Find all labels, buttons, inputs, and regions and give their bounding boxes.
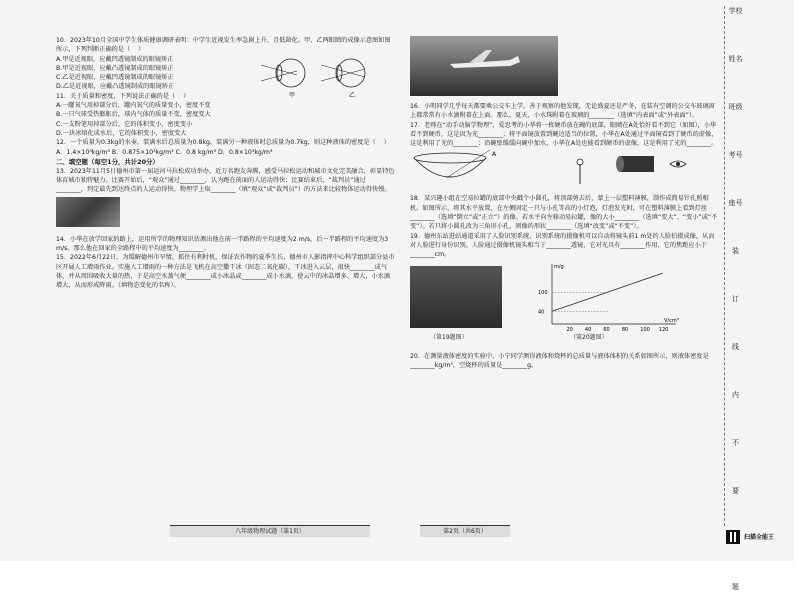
binding-label: 座号 (728, 199, 743, 207)
binding-label: 订 (732, 295, 739, 303)
q10-option-b: B.甲是近视眼，应戴凸透镜制成的眼镜矫正 (56, 64, 174, 72)
x-tick-label: 100 (640, 326, 650, 333)
eye-jia (261, 59, 305, 99)
fig10-label-yi: 乙 (349, 91, 356, 99)
binding-label: 班级 (728, 103, 743, 111)
q10-option-c: C.乙是近视眼，应戴凹透镜制成的眼镜矫正 (56, 74, 174, 82)
q11-option-b: B.一只气球受热膨胀后，球内气体的质量不变，密度变大 (56, 111, 211, 119)
binding-label: 题 (732, 583, 739, 591)
fig20-caption: （第20题图） (570, 333, 608, 341)
binding-label: 姓名 (728, 55, 743, 63)
y-axis-label: m/g (554, 263, 564, 270)
coin-bowl-diagram (410, 148, 500, 194)
marathon-photo (56, 197, 120, 227)
scanner-watermark: 扫描全能王 (744, 534, 775, 541)
x-tick-label: 80 (621, 326, 629, 333)
fig10-label-jia: 甲 (289, 91, 296, 99)
question-13: 13．2023年11月5日德州市第一届运河马拉松成功举办，近万名跑友奔腾，感受马拉松运动和城市文化完美融合，彰显特色体育城市独特魅力。比赛开始后，“观众”通过________，认为跑在前面的人运动得快；比赛结束后，“裁判员”通过________，判定最先到达终点的人运动得快。物理学上取________（填“观众”或“裁判员”）的方法来比较物体运动得快慢。 (56, 167, 395, 194)
section-2-heading: 二、填空题（每空1分，共计20分） (56, 157, 159, 166)
x-tick-label: 40 (584, 326, 592, 333)
binding-label: 不 (732, 439, 739, 447)
x-tick-label: 120 (658, 326, 669, 333)
q10-option-d: D.乙是近视眼，应戴凸透镜制成的眼镜矫正 (56, 83, 175, 91)
fig19-caption: （第19题图） (430, 333, 468, 341)
question-16: 16．小明同学几乎每天都要乘公交车上学，善于观察的他发现，无论盛夏还是严冬，在装有空调的公交车玻璃窗上都常常有小水滴附着在上面。那么，夏天，小水珠附着在玻璃的________（选填“内表面”或“外表面”）。 (410, 103, 715, 120)
question-11: 11．关于质量和密度，下列说法正确的是（ ） (56, 92, 190, 100)
q12-options: A．1.4×10³kg/m³ B．0.875×10³kg/m³ C．0.8 kg/m³ D．0.8×10³kg/m³ (56, 148, 273, 156)
binding-label: 内 (732, 391, 739, 399)
eye-yi (321, 59, 365, 99)
binding-label: 线 (732, 343, 739, 351)
question-10: 10．2023年10月全国中学生体质健康调研表明：中学生近视发生率急剧上升，且低龄化。甲、乙两眼睛的成像示意图如图所示，下列判断正确的是（ ） (56, 37, 391, 54)
question-17: 17．老师在“动手动脑学物理”，爱思考的小华将一枚硬币放在碗的底部，眼睛在A处恰好看不到它（如图），小华看不到硬币，这是因为光________；将平面镜放置到碗边适当的位置，小华在A处通过平面镜看到了硬币的虚像，这是利用了光的________；沿碗壁缓缓向碗中加水，小华在A处也能看到硬币的虚像，这是利用了光的________。 (410, 121, 718, 148)
question-12: 12．一个质量为0.3kg的水壶，装满水后总质量为0.8kg，装满另一种液体时总质量为0.7kg，则这种液体的密度是（ ） (56, 139, 390, 147)
footer-left: 八年级物理试题（第1页） (170, 525, 370, 537)
binding-label: 考号 (728, 151, 743, 159)
airplane-icon (410, 36, 558, 96)
mass-volume-chart (530, 262, 680, 334)
y-tick-label: 100 (538, 289, 548, 296)
q11-option-d: D.一块冰熔化成水后，它的体积变小，密度变大 (56, 129, 187, 137)
right-page (410, 36, 720, 516)
left-page (56, 36, 396, 516)
fig17-label-a: A (492, 151, 497, 159)
question-19: 19．德州东站进站通道采用了人脸识别系统，识别系统的摄像机可以自动将镜头前1 m处的人脸拍摄成像，从而对人脸进行身份识别。人脸通过摄像机镜头相当于________透镜，它对光具有________作用，它的焦距应小于________cm。 (410, 232, 715, 259)
y-tick-label: 40 (538, 308, 545, 315)
eye-diagram (261, 51, 381, 99)
q10-option-a: A.甲是近视眼，应戴凹透镜制成的眼镜矫正 (56, 55, 174, 63)
footer-right: 第2页（共6页） (420, 525, 510, 537)
question-20: 20．在测量液体密度的实验中，小宁同学测得液体和烧杯的总质量与液体体积的关系如图所示，则液体密度是________kg/m³，空烧杯的质量是________g。 (410, 352, 709, 369)
binding-label: 学校 (728, 7, 743, 15)
question-15: 15．2022年6月22日，为缓解德州市旱情，抓住有利时机，保证农作物的夏季生长，德州市人影指挥中心科学组织部分县市区开展人工增雨作业。实施人工增雨的一种方法是飞机在高空撒干冰（固态二氧化碳），干冰进入云层，很快________成气体，并从周围吸收大量的热，于是高空水蒸气便________成小冰晶或________成小水滴，使云中的冰晶增多、增大，小水滴增大，从而形成降雨。（填物态变化的名称）。 (56, 254, 395, 290)
question-14: 14．小华在放学回家的路上，运用所学的物理知识估测出他在前一半路程的平均速度为2 m/s，后一半路程的平均速度为3 m/s。那么他在回家的全路程中的平均速度为________。 (56, 235, 391, 253)
binding-label: 装 (732, 247, 739, 255)
qr-code-icon (726, 530, 740, 544)
series-line (552, 273, 663, 311)
x-axis-label: V/cm³ (664, 317, 679, 324)
binding-strip (724, 6, 746, 591)
x-tick-label: 20 (566, 326, 573, 333)
x-tick-label: 60 (603, 326, 610, 333)
pinhole-camera-diagram (570, 150, 700, 190)
airplane-photo (410, 36, 558, 96)
question-18: 18．某兴趣小组在空易拉罐的底部中央戳个小圆孔，将顶部剪去后，蒙上一层塑料薄膜，制作成简易针孔照相机。如图所示，将其水平放置，在左侧固定一只与小孔等高的小灯泡，灯泡发光时，可在塑料薄膜上看到灯丝________（选填“倒立”或“正立”）的像。若水平向左移动易拉罐，像的大小________（选填“变大”、“变小”或“不变”）。若只将小圆孔改为三角形小孔，则像的形状________（选填“改变”或“不变”）。 (410, 195, 718, 231)
face-recognition-photo (410, 266, 502, 328)
binding-label: 要 (732, 487, 739, 495)
q11-option-c: C.一支粉笔用掉部分后，它的体积变小，密度变小 (56, 120, 193, 128)
q11-option-a: A.一罐氧气用掉部分后，罐内氧气的质量变小，密度不变 (56, 102, 211, 110)
